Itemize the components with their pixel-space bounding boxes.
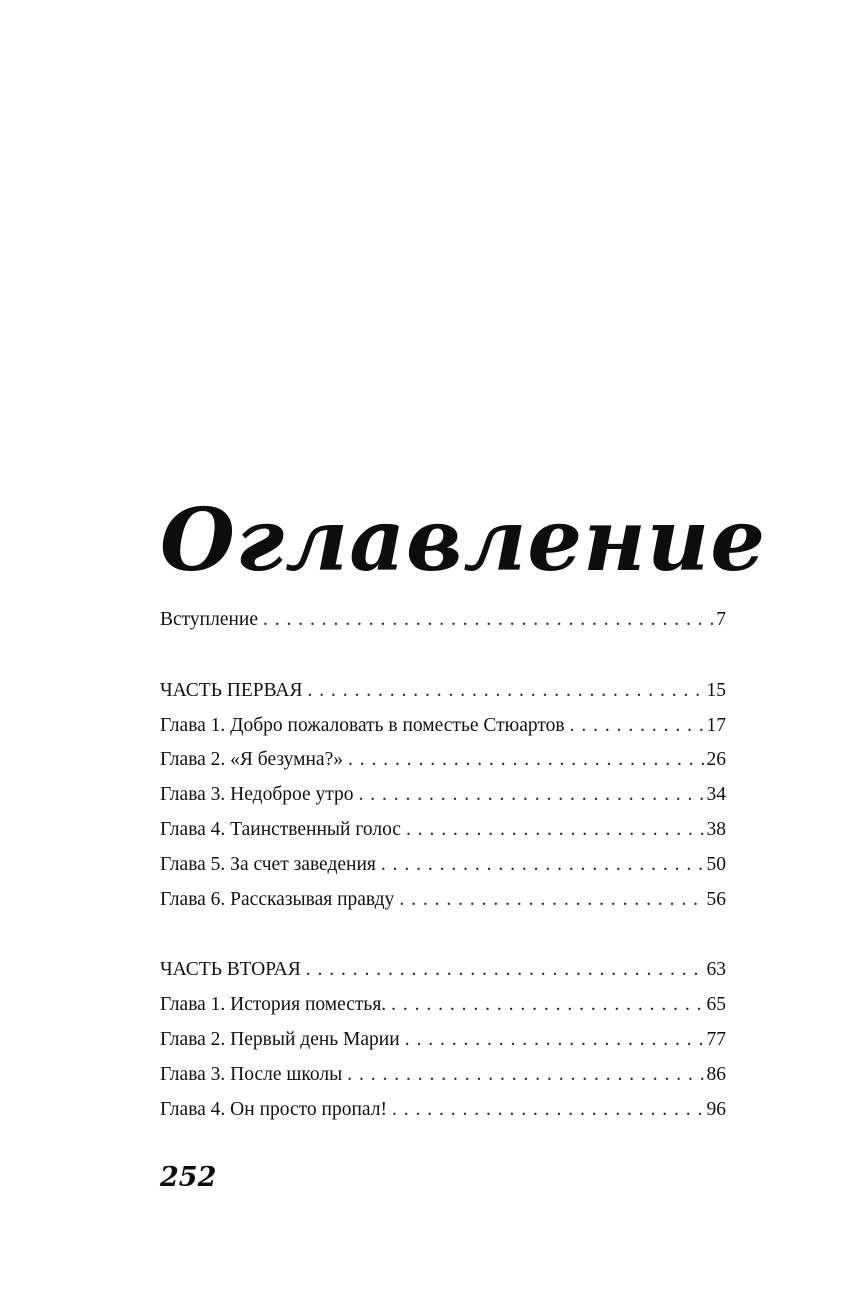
dot-leader xyxy=(306,953,704,988)
toc-entry[interactable] xyxy=(160,1093,726,1128)
toc-entry-page: 50 xyxy=(706,853,726,875)
toc-entry-label: Глава 2. Первый день Марии xyxy=(160,1028,400,1050)
toc-entry-page: 77 xyxy=(706,1028,726,1050)
dot-leader xyxy=(405,1023,704,1058)
toc-entry-page: 34 xyxy=(706,784,726,806)
dot-leader xyxy=(347,1058,703,1093)
dot-leader xyxy=(392,1093,704,1128)
dot-leader xyxy=(359,778,704,813)
dot-leader xyxy=(391,988,703,1023)
toc-entry-page: 86 xyxy=(706,1063,726,1085)
dot-leader xyxy=(406,813,704,848)
toc-entry-page: 56 xyxy=(706,888,726,910)
toc-entry-label: Глава 4. Таинственный голос xyxy=(160,818,401,840)
page-title: Оглавление xyxy=(160,489,767,591)
dot-leader xyxy=(399,883,703,918)
dot-leader xyxy=(348,743,704,778)
toc-entry-page: 65 xyxy=(706,994,726,1016)
toc-group-part-one xyxy=(160,674,726,918)
toc-entry-page: 7 xyxy=(716,609,726,630)
toc-entry[interactable] xyxy=(160,1023,726,1058)
toc-entry-page: 17 xyxy=(706,714,726,736)
toc-entry-label: Глава 3. Недоброе утро xyxy=(160,784,354,806)
toc-entry[interactable] xyxy=(160,743,726,778)
dot-leader xyxy=(307,674,703,709)
toc-entry[interactable] xyxy=(160,988,726,1023)
toc-entry-label: Вступление xyxy=(160,609,259,630)
toc-entry-page: 38 xyxy=(706,818,726,840)
toc-entry-label: Глава 5. За счет заведения xyxy=(160,853,376,875)
toc-entry-page: 63 xyxy=(706,959,726,981)
toc-entry[interactable] xyxy=(160,709,726,744)
toc-entry-label: Глава 4. Он просто пропал! xyxy=(160,1098,387,1120)
toc-entry-label: Глава 1. Добро пожаловать в поместье Стюартов xyxy=(160,714,565,736)
toc-entry[interactable] xyxy=(160,1058,726,1093)
dot-leader xyxy=(263,603,713,638)
table-of-contents xyxy=(160,603,726,1127)
toc-entry-label: Глава 1. История поместья. xyxy=(160,994,387,1016)
toc-entry-label: ЧАСТЬ ПЕРВАЯ xyxy=(160,679,303,701)
toc-entry[interactable] xyxy=(160,883,726,918)
toc-entry[interactable] xyxy=(160,603,726,638)
toc-entry-label: Глава 3. После школы xyxy=(160,1063,343,1085)
page-number: 252 xyxy=(160,1162,217,1193)
dot-leader xyxy=(570,709,704,744)
toc-entry-label: ЧАСТЬ ВТОРАЯ xyxy=(160,959,301,981)
toc-entry[interactable] xyxy=(160,848,726,883)
toc-entry[interactable] xyxy=(160,778,726,813)
toc-entry-label: Глава 6. Рассказывая правду xyxy=(160,888,395,910)
toc-group-intro xyxy=(160,603,726,638)
dot-leader xyxy=(381,848,704,883)
toc-entry-page: 26 xyxy=(706,749,726,771)
toc-group-part-two xyxy=(160,953,726,1127)
toc-entry[interactable] xyxy=(160,674,726,709)
toc-entry-page: 96 xyxy=(706,1098,726,1120)
toc-entry[interactable] xyxy=(160,813,726,848)
toc-entry-page: 15 xyxy=(706,679,726,701)
toc-entry-label: Глава 2. «Я безумна?» xyxy=(160,749,343,771)
toc-entry[interactable] xyxy=(160,953,726,988)
